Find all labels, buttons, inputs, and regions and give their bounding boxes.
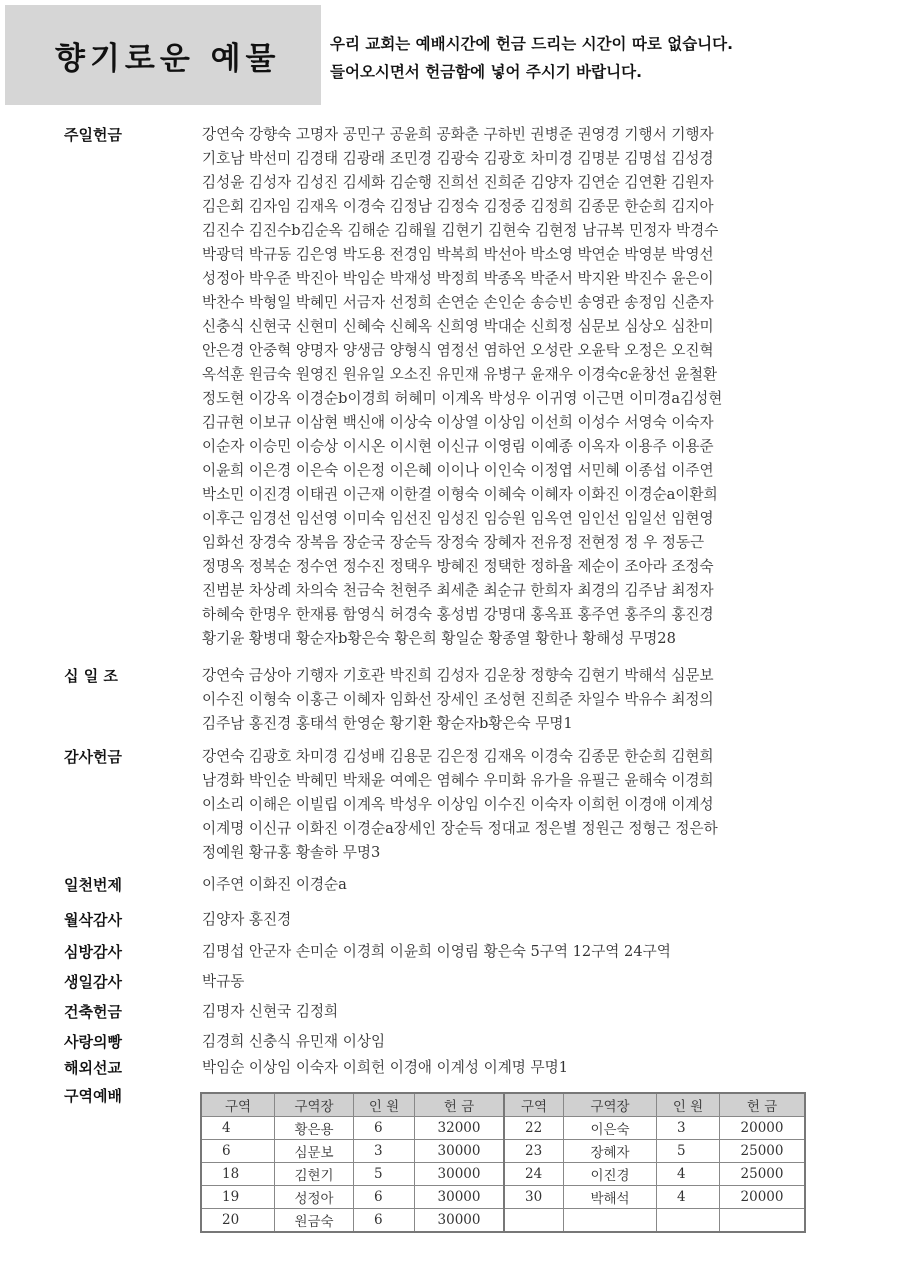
cell-offering-amount: 32000 (415, 1117, 505, 1140)
name-line: 박광덕 박규동 김은영 박도용 전경임 박복희 박선아 박소영 박연순 박영분 박영선 (202, 246, 714, 263)
name-line: 이계명 이신규 이화진 이경순a장세인 장순득 정대교 정은별 정원근 정형근 정은하 (202, 820, 718, 837)
cell-member-count: 6 (354, 1209, 415, 1233)
cell-member-count: 4 (657, 1186, 720, 1209)
offering-notice (330, 30, 890, 86)
name-line: 이소리 이해은 이빌립 이계옥 박성우 이상임 이수진 이숙자 이희헌 이경애 이계성 (202, 796, 714, 813)
table-header-row (201, 1093, 805, 1117)
cell-member-count (657, 1209, 720, 1233)
name-list (202, 970, 852, 994)
cell-member-count: 6 (354, 1117, 415, 1140)
name-line: 정예원 황규홍 황솔하 무명3 (202, 844, 381, 861)
cell-zone-number: 4 (201, 1117, 275, 1140)
cell-zone-number: 30 (504, 1186, 564, 1209)
cell-zone-number: 24 (504, 1163, 564, 1186)
col-header-count-2: 인 원 (657, 1093, 720, 1117)
name-line: 정명옥 정복순 정수연 정수진 정택우 방혜진 정택한 정하율 제순이 조아라 조정숙 (202, 558, 714, 575)
page-title: 향기로운 예물 (55, 41, 281, 77)
cell-member-count: 5 (657, 1140, 720, 1163)
name-line: 이윤희 이은경 이은숙 이은정 이은혜 이이나 이인숙 이정엽 서민혜 이종섭 이주연 (202, 462, 714, 479)
cell-zone-leader: 장혜자 (564, 1140, 657, 1163)
section-label: 건축헌금 (64, 1003, 122, 1021)
name-line: 박소민 이진경 이태권 이근재 이한결 이형숙 이혜숙 이혜자 이화진 이경순a이환희 (202, 486, 718, 503)
name-line: 김진수 김진수b김순옥 김해순 김해월 김현기 김현숙 김현정 남규복 민정자 박경수 (202, 222, 719, 239)
notice-line-2: 들어오시면서 헌금함에 넣어 주시기 바랍니다. (330, 63, 642, 81)
cell-zone-leader: 박해석 (564, 1186, 657, 1209)
table-row (201, 1140, 805, 1163)
name-line: 남경화 박인순 박혜민 박채윤 여예은 염혜수 우미화 유가을 유필근 윤해숙 이경희 (202, 772, 714, 789)
name-list (202, 1030, 852, 1054)
section-label: 심방감사 (64, 943, 122, 961)
name-line: 김명섭 안군자 손미순 이경희 이윤희 이영림 황은숙 5구역 12구역 24구역 (202, 943, 671, 960)
name-line: 안은경 안중혁 양명자 양생금 양형식 염정선 염하언 오성란 오윤탁 오정은 오진혁 (202, 342, 714, 359)
name-line: 박규동 (202, 973, 245, 990)
section-label: 일천번제 (64, 876, 122, 894)
col-header-zone-2: 구역 (504, 1093, 564, 1117)
cell-zone-number: 18 (201, 1163, 275, 1186)
name-line: 김양자 홍진경 (202, 911, 292, 928)
name-line: 김성윤 김성자 김성진 김세화 김순행 진희선 진희준 김양자 김연순 김연환 김원자 (202, 174, 714, 191)
cell-zone-number: 6 (201, 1140, 275, 1163)
cell-zone-leader: 원금숙 (275, 1209, 354, 1233)
name-list (202, 1056, 852, 1080)
section-label: 월삭감사 (64, 911, 122, 929)
cell-member-count: 3 (354, 1140, 415, 1163)
section-label: 생일감사 (64, 973, 122, 991)
cell-zone-number: 20 (201, 1209, 275, 1233)
cell-zone-leader: 이은숙 (564, 1117, 657, 1140)
table-row (201, 1186, 805, 1209)
col-header-leader-2: 구역장 (564, 1093, 657, 1117)
name-line: 김은회 김자임 김재옥 이경숙 김정남 김정숙 김정중 김정희 김종문 한순희 김지아 (202, 198, 714, 215)
cell-zone-leader: 심문보 (275, 1140, 354, 1163)
name-line: 김경희 신충식 유민재 이상임 (202, 1033, 386, 1050)
col-header-leader: 구역장 (275, 1093, 354, 1117)
title-box (5, 5, 321, 105)
col-header-amount-2: 헌 금 (720, 1093, 806, 1117)
cell-offering-amount: 30000 (415, 1186, 505, 1209)
section-label: 구역예배 (64, 1087, 122, 1105)
cell-zone-leader: 황은용 (275, 1117, 354, 1140)
cell-zone-number: 19 (201, 1186, 275, 1209)
section-label: 사랑의빵 (64, 1033, 122, 1051)
cell-member-count: 5 (354, 1163, 415, 1186)
cell-offering-amount: 25000 (720, 1163, 806, 1186)
name-line: 이후근 임경선 임선영 이미숙 임선진 임성진 임승원 임옥연 임인선 임일선 임현영 (202, 510, 714, 527)
cell-offering-amount (720, 1209, 806, 1233)
name-line: 임화선 장경숙 장복음 장순국 장순득 장정숙 장혜자 전유정 전현정 정 우 정동근 (202, 534, 705, 551)
cell-member-count: 6 (354, 1186, 415, 1209)
name-line: 김명자 신현국 김정희 (202, 1003, 339, 1020)
section-label: 십 일 조 (64, 667, 118, 685)
name-line: 성정아 박우준 박진아 박임순 박재성 박정희 박종옥 박준서 박지완 박진수 윤은이 (202, 270, 714, 287)
name-line: 강연숙 금상아 기행자 기호관 박진희 김성자 김운창 정향숙 김현기 박해석 심문보 (202, 667, 714, 684)
name-line: 옥석훈 원금숙 원영진 원유일 오소진 유민재 유병구 윤재우 이경숙c윤창선 윤철환 (202, 366, 718, 383)
cell-offering-amount: 25000 (720, 1140, 806, 1163)
name-line: 박찬수 박형일 박혜민 서금자 선정희 손연순 손인순 송승빈 송영관 송정임 신춘자 (202, 294, 714, 311)
name-line: 이주연 이화진 이경순a (202, 876, 347, 893)
table-row (201, 1117, 805, 1140)
col-header-count: 인 원 (354, 1093, 415, 1117)
name-line: 진범분 차상례 차의숙 천금숙 천현주 최세춘 최순규 한희자 최경의 김주남 최정자 (202, 582, 714, 599)
cell-zone-number (504, 1209, 564, 1233)
cell-offering-amount: 30000 (415, 1163, 505, 1186)
name-list (202, 123, 852, 651)
name-list (202, 940, 852, 964)
cell-offering-amount: 30000 (415, 1209, 505, 1233)
cell-zone-number: 23 (504, 1140, 564, 1163)
section-label: 감사헌금 (64, 748, 122, 766)
name-list (202, 664, 852, 736)
col-header-amount: 헌 금 (415, 1093, 505, 1117)
name-line: 신충식 신현국 신현미 신혜숙 신혜옥 신희영 박대순 신희정 심문보 심상오 심찬미 (202, 318, 714, 335)
cell-offering-amount: 30000 (415, 1140, 505, 1163)
col-header-zone: 구역 (201, 1093, 275, 1117)
name-line: 강연숙 김광호 차미경 김성배 김용문 김은정 김재옥 이경숙 김종문 한순희 김현희 (202, 748, 714, 765)
name-list (202, 908, 852, 932)
name-line: 정도현 이강옥 이경순b이경희 허혜미 이계옥 박성우 이귀영 이근면 이미경a김성현 (202, 390, 723, 407)
cell-zone-leader: 성정아 (275, 1186, 354, 1209)
cell-zone-leader (564, 1209, 657, 1233)
section-label: 주일헌금 (64, 126, 122, 144)
cell-offering-amount: 20000 (720, 1117, 806, 1140)
name-list (202, 745, 852, 865)
cell-zone-leader: 김현기 (275, 1163, 354, 1186)
table-row (201, 1209, 805, 1233)
name-line: 기호남 박선미 김경태 김광래 조민경 김광숙 김광호 차미경 김명분 김명섭 김성경 (202, 150, 714, 167)
cell-member-count: 4 (657, 1163, 720, 1186)
name-line: 황기윤 황병대 황순자b황은숙 황은희 황일순 황종열 황한나 황해성 무명28 (202, 630, 676, 647)
name-line: 이순자 이승민 이승상 이시온 이시현 이신규 이영림 이예종 이옥자 이용주 이용준 (202, 438, 714, 455)
cell-zone-number: 22 (504, 1117, 564, 1140)
cell-member-count: 3 (657, 1117, 720, 1140)
cell-zone-leader: 이진경 (564, 1163, 657, 1186)
name-line: 김주남 홍진경 홍태석 한영순 황기환 황순자b황은숙 무명1 (202, 715, 573, 732)
name-line: 하혜숙 한명우 한재룡 함영식 허경숙 홍성범 강명대 홍옥표 홍주연 홍주의 홍진경 (202, 606, 714, 623)
name-line: 김규현 이보규 이삼현 백신애 이상숙 이상열 이상임 이선희 이성수 서영숙 이숙자 (202, 414, 714, 431)
notice-line-1: 우리 교회는 예배시간에 헌금 드리는 시간이 따로 없습니다. (330, 35, 734, 53)
name-line: 박임순 이상임 이숙자 이희헌 이경애 이계성 이계명 무명1 (202, 1059, 569, 1076)
name-line: 강연숙 강향숙 고명자 공민구 공윤희 공화춘 구하빈 권병준 권영경 기행서 기행자 (202, 126, 714, 143)
name-list (202, 1000, 852, 1024)
cell-offering-amount: 20000 (720, 1186, 806, 1209)
name-list (202, 873, 852, 897)
zone-worship-table (200, 1092, 806, 1233)
table-row (201, 1163, 805, 1186)
name-line: 이수진 이형숙 이홍근 이혜자 임화선 장세인 조성현 진희준 차일수 박유수 최정의 (202, 691, 714, 708)
section-label: 해외선교 (64, 1059, 122, 1077)
